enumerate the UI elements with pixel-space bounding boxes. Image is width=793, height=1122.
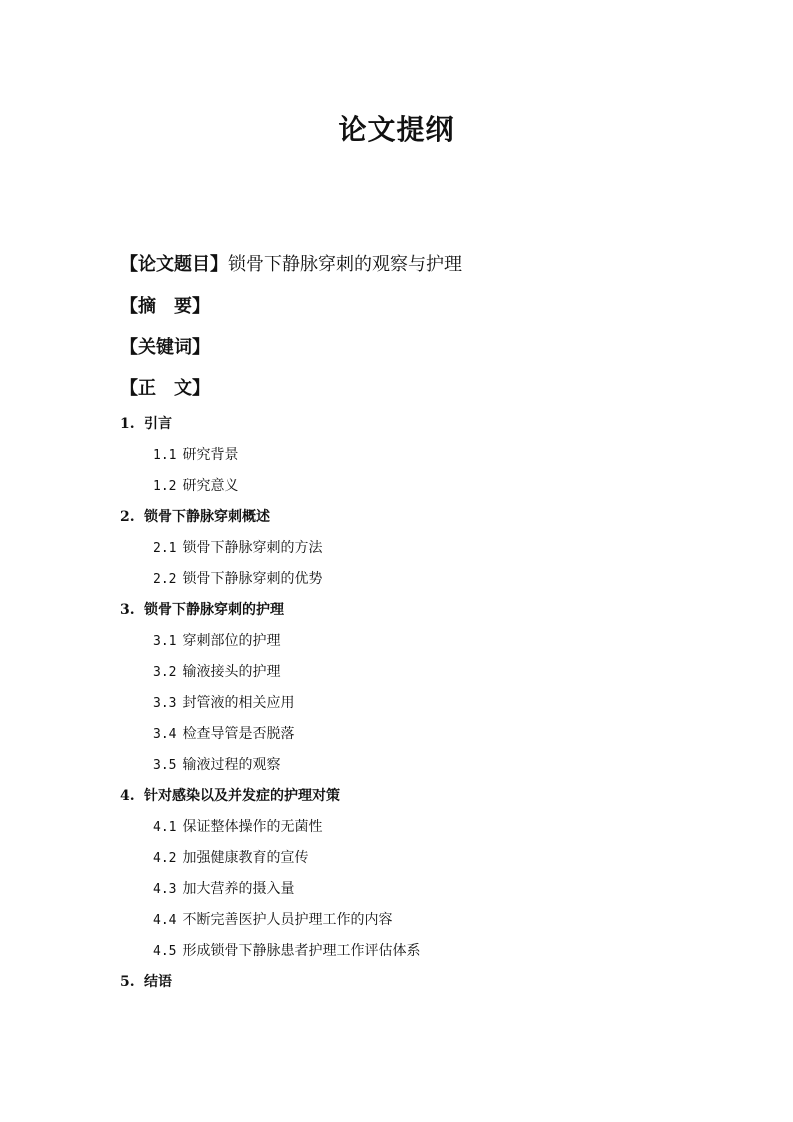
- subsection-number: 4.5: [153, 944, 177, 959]
- subsection-text: 不断完善医护人员护理工作的内容: [182, 912, 393, 928]
- subsection-number: 4.1: [153, 820, 177, 835]
- keywords-line: [120, 333, 210, 359]
- subsection-item: [120, 443, 720, 474]
- subsection-number: 1.1: [153, 448, 177, 463]
- subsection-number: 1.2: [153, 479, 177, 494]
- page-title: 论文提纲: [338, 113, 455, 146]
- subsection-item: [120, 691, 720, 722]
- section-heading: [120, 412, 720, 443]
- thesis-title-label: 【论文题目】: [120, 254, 228, 275]
- subsection-number: 3.2: [153, 665, 177, 680]
- section-heading-text: 锁骨下静脉穿刺的护理: [144, 602, 284, 618]
- subsection-item: [120, 660, 720, 691]
- subsection-item: [120, 474, 720, 505]
- subsection-text: 输液过程的观察: [182, 757, 281, 773]
- subsection-number: 4.3: [153, 882, 177, 897]
- subsection-number: 2.2: [153, 572, 177, 587]
- abstract-label: 【摘 要】: [120, 296, 210, 317]
- section-heading-text: 针对感染以及并发症的护理对策: [144, 788, 340, 804]
- subsection-item: [120, 908, 720, 939]
- subsection-item: [120, 753, 720, 784]
- keywords-label: 【关键词】: [120, 337, 210, 358]
- body-line: [120, 374, 210, 400]
- subsection-number: 4.4: [153, 913, 177, 928]
- section-heading: [120, 970, 720, 1001]
- subsection-text: 锁骨下静脉穿刺的方法: [182, 540, 323, 556]
- section-heading-text: 锁骨下静脉穿刺概述: [144, 509, 270, 525]
- section-heading-text: 结语: [144, 974, 172, 990]
- section-heading: [120, 598, 720, 629]
- section-number: 4.: [120, 788, 135, 804]
- subsection-number: 2.1: [153, 541, 177, 556]
- subsection-item: [120, 567, 720, 598]
- section-number: 2.: [120, 509, 135, 525]
- subsection-text: 形成锁骨下静脉患者护理工作评估体系: [182, 943, 421, 959]
- outline-list: [120, 412, 720, 1001]
- subsection-item: [120, 846, 720, 877]
- subsection-number: 3.3: [153, 696, 177, 711]
- subsection-item: [120, 536, 720, 567]
- subsection-item: [120, 815, 720, 846]
- subsection-number: 4.2: [153, 851, 177, 866]
- subsection-text: 封管液的相关应用: [182, 695, 295, 711]
- section-heading: [120, 505, 720, 536]
- subsection-text: 研究意义: [182, 478, 239, 494]
- section-heading: [120, 784, 720, 815]
- subsection-text: 保证整体操作的无菌性: [182, 819, 323, 835]
- section-heading-text: 引言: [144, 416, 172, 432]
- subsection-item: [120, 939, 720, 970]
- thesis-title-line: [120, 250, 462, 276]
- subsection-number: 3.1: [153, 634, 177, 649]
- abstract-line: [120, 292, 210, 318]
- subsection-text: 输液接头的护理: [182, 664, 281, 680]
- subsection-text: 检查导管是否脱落: [182, 726, 295, 742]
- subsection-text: 锁骨下静脉穿刺的优势: [182, 571, 323, 587]
- section-number: 5.: [120, 974, 135, 990]
- body-label: 【正 文】: [120, 378, 210, 399]
- section-number: 3.: [120, 602, 135, 618]
- subsection-item: [120, 722, 720, 753]
- subsection-number: 3.4: [153, 727, 177, 742]
- subsection-item: [120, 877, 720, 908]
- subsection-text: 穿刺部位的护理: [182, 633, 281, 649]
- subsection-number: 3.5: [153, 758, 177, 773]
- thesis-title-value: 锁骨下静脉穿刺的观察与护理: [228, 254, 462, 275]
- subsection-item: [120, 629, 720, 660]
- subsection-text: 研究背景: [182, 447, 239, 463]
- subsection-text: 加大营养的摄入量: [182, 881, 295, 897]
- subsection-text: 加强健康教育的宣传: [182, 850, 309, 866]
- section-number: 1.: [120, 416, 135, 432]
